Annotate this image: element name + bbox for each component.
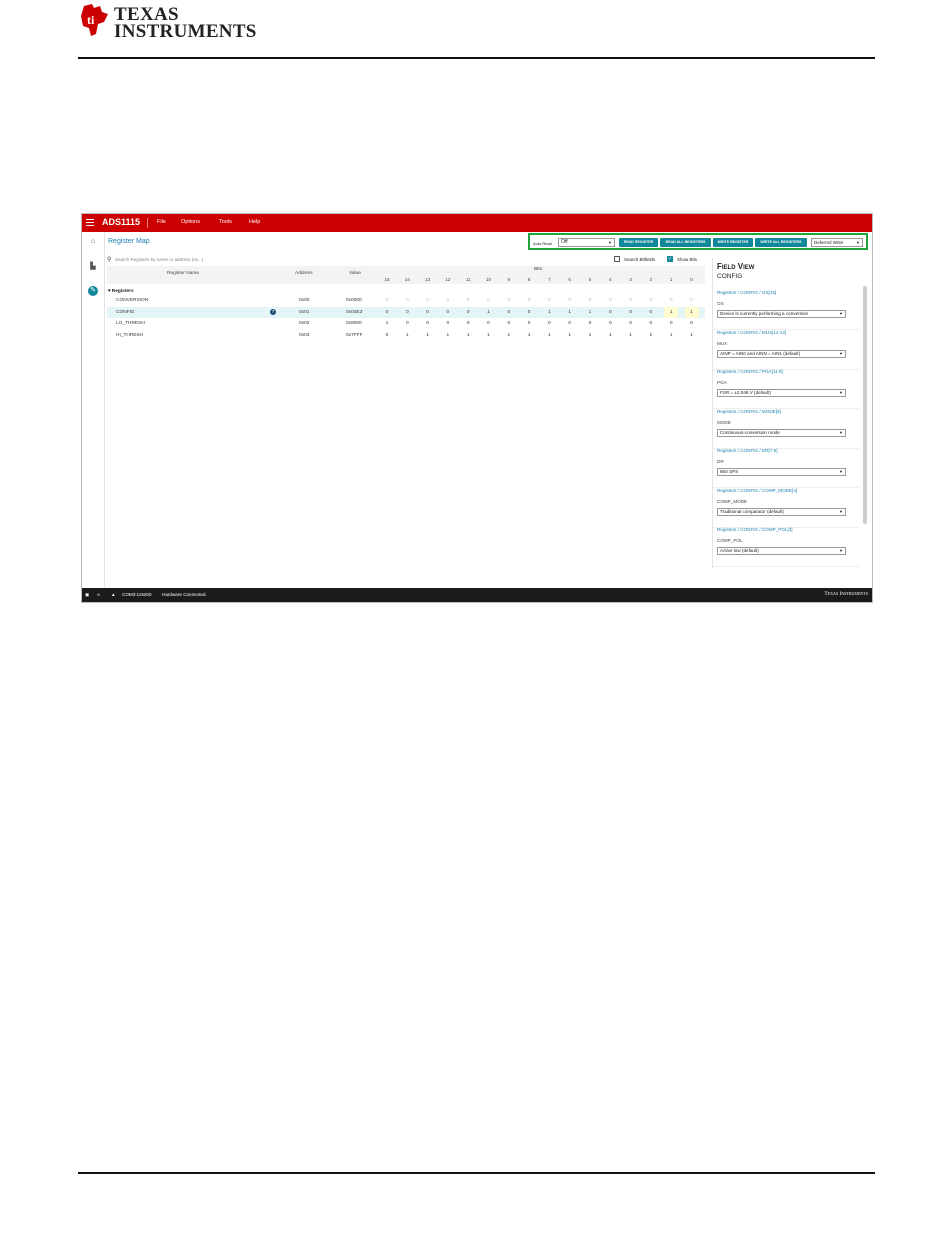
app-topbar — [82, 214, 872, 232]
field-name: COMP_MODE — [717, 498, 748, 504]
ti-logo — [78, 2, 257, 42]
bit-number: 2 — [649, 277, 653, 282]
bit-cell[interactable]: 1 — [466, 332, 470, 338]
register-name: CONVERSION — [116, 298, 149, 303]
bit-cell[interactable]: 1 — [649, 332, 653, 338]
read-register-button[interactable]: READ REGISTER — [619, 238, 658, 247]
field-entry — [713, 447, 859, 488]
field-entry — [713, 329, 859, 370]
bit-cell[interactable]: 0 — [446, 309, 450, 315]
bit-number: 7 — [548, 277, 551, 282]
home-icon[interactable]: ⌂ — [90, 238, 96, 245]
register-address: 0x00 — [299, 298, 310, 303]
register-name: CONFIG — [116, 309, 135, 315]
bit-cell[interactable]: 0 — [426, 321, 429, 326]
col-register-name: Register Name — [167, 271, 199, 276]
chevron-down-icon: ▼ — [839, 548, 843, 553]
field-entry — [713, 408, 859, 449]
bit-cell[interactable]: 0 — [466, 298, 470, 303]
field-view-scrollbar[interactable] — [863, 286, 867, 524]
bit-number: 8 — [527, 277, 531, 282]
bit-cell[interactable]: 1 — [507, 332, 511, 338]
field-path[interactable]: Registers / CONFIG / DR[7:5] — [717, 448, 778, 453]
bit-cell[interactable]: 1 — [487, 309, 490, 315]
bit-number: 14 — [404, 277, 410, 282]
bit-cell[interactable]: 0 — [527, 309, 531, 315]
bit-cell[interactable]: 0 — [629, 321, 632, 326]
field-name: COMP_POL — [717, 538, 743, 543]
table-row[interactable] — [107, 318, 705, 329]
field-value-select[interactable] — [717, 350, 846, 358]
field-view-register: CONFIG — [717, 273, 743, 280]
bit-cell[interactable]: 1 — [405, 332, 409, 338]
field-value-select[interactable] — [717, 389, 846, 397]
field-name: MODE — [717, 419, 731, 425]
bit-cell[interactable]: 0 — [629, 309, 632, 315]
auto-read-label: Auto Read — [533, 241, 552, 246]
register-value[interactable]: 0x0000 — [346, 298, 362, 303]
bit-number: 13 — [425, 277, 431, 282]
auto-read-select[interactable] — [558, 238, 615, 247]
field-view-panel — [712, 258, 871, 568]
bit-cell[interactable]: 0 — [385, 298, 389, 303]
bit-cell[interactable]: 1 — [527, 332, 531, 338]
bit-cell[interactable]: 0 — [507, 309, 511, 315]
bit-cell[interactable]: 0 — [405, 309, 409, 315]
bit-number: 3 — [629, 277, 632, 282]
bit-cell[interactable]: 0 — [629, 298, 632, 303]
read-all-registers-button[interactable]: READ ALL REGISTERS — [660, 238, 711, 247]
write-register-button[interactable]: WRITE REGISTER — [713, 238, 753, 247]
field-name: PGA — [717, 380, 727, 385]
field-entry — [713, 526, 859, 567]
bit-number: 5 — [588, 277, 592, 282]
auto-read-value: Off — [561, 239, 568, 245]
chevron-down-icon: ▼ — [839, 429, 843, 435]
bit-cell[interactable]: 1 — [664, 307, 678, 318]
show-bits-label: Show Bits — [677, 257, 698, 262]
bit-cell[interactable]: 0 — [690, 321, 693, 326]
bit-cell[interactable]: 1 — [690, 332, 693, 338]
bit-cell[interactable]: 1 — [548, 332, 551, 338]
bit-cell[interactable]: 0 — [527, 298, 531, 303]
field-view-title: Field View — [717, 262, 755, 271]
logo-line1: TEXAS — [114, 4, 179, 25]
left-nav — [82, 232, 105, 587]
bit-cell[interactable]: 0 — [405, 321, 409, 326]
bit-cell[interactable]: 1 — [568, 332, 572, 338]
table-row[interactable] — [107, 330, 705, 341]
field-path[interactable]: Registers / CONFIG / MODE[8] — [717, 408, 781, 414]
search-icon: ⚲ — [107, 257, 112, 263]
ti-state-icon — [78, 2, 112, 38]
chart-icon[interactable]: ▙ — [90, 263, 96, 270]
bit-cell[interactable]: 0 — [649, 309, 653, 315]
bit-cell[interactable]: 0 — [548, 298, 551, 303]
bit-cell[interactable]: 0 — [426, 298, 429, 303]
chevron-down-icon: ▼ — [839, 508, 843, 514]
field-entry — [713, 368, 859, 409]
bit-cell[interactable]: 1 — [548, 309, 551, 315]
register-name: LO_THRESH — [116, 321, 145, 326]
field-path[interactable]: Registers / CONFIG / COMP_POL[3] — [717, 527, 793, 532]
register-value[interactable]: 0x7FFF — [346, 332, 363, 338]
ti-wordmark — [114, 6, 257, 40]
bit-cell[interactable]: 0 — [446, 321, 450, 326]
bit-number: 10 — [485, 277, 491, 282]
bit-cell[interactable]: 0 — [466, 321, 470, 326]
register-address: 0x01 — [299, 309, 310, 315]
bit-cell[interactable]: 0 — [568, 298, 572, 303]
bit-cell[interactable]: 0 — [608, 298, 612, 303]
caret-up-icon[interactable]: ▲ — [111, 592, 116, 597]
bit-cell[interactable]: 1 — [685, 307, 699, 318]
menu-options[interactable]: Options — [181, 219, 200, 225]
tree-label: Registers — [111, 289, 134, 294]
header-rule — [78, 57, 875, 59]
bit-cell[interactable]: 1 — [446, 332, 450, 338]
bit-cell[interactable]: 1 — [669, 332, 673, 338]
col-address: Address — [295, 271, 313, 276]
field-value-select[interactable] — [717, 310, 846, 318]
field-path[interactable]: Registers / CONFIG / OS[15] — [717, 290, 777, 295]
bit-number: 6 — [568, 277, 571, 282]
table-row[interactable] — [107, 307, 705, 318]
search-bitfields-label: Search Bitfields — [624, 257, 656, 262]
bit-cell[interactable]: 1 — [629, 332, 632, 338]
bit-cell[interactable]: 0 — [426, 309, 429, 315]
bit-cell[interactable]: 0 — [487, 321, 490, 326]
register-value[interactable]: 0x04E3 — [346, 309, 363, 315]
bit-cell[interactable]: 1 — [588, 332, 592, 338]
field-value-select[interactable] — [717, 429, 846, 437]
bit-cell[interactable]: 1 — [426, 332, 429, 338]
bit-cell[interactable]: 0 — [507, 298, 511, 303]
menu-tools[interactable]: Tools — [219, 219, 232, 225]
field-value-select[interactable] — [717, 547, 846, 555]
bit-cell[interactable]: 0 — [507, 321, 511, 326]
table-row[interactable] — [107, 295, 705, 306]
bit-cell[interactable]: 0 — [446, 298, 450, 303]
chevron-down-icon: ▼ — [839, 350, 843, 356]
svg-text:ti: ti — [87, 13, 95, 27]
footer-rule — [78, 1172, 875, 1174]
chevron-down-icon: ▼ — [839, 390, 843, 395]
bit-cell[interactable]: 0 — [588, 321, 592, 326]
bit-cell[interactable]: 0 — [548, 321, 551, 326]
title-separator — [147, 218, 148, 228]
register-value[interactable]: 0x8000 — [346, 321, 362, 326]
console-icon[interactable]: ▣ — [85, 592, 90, 597]
bit-cell[interactable]: 0 — [608, 321, 612, 326]
bit-number: 12 — [445, 277, 451, 282]
menu-file[interactable]: File — [157, 219, 166, 225]
bit-number: 15 — [384, 277, 390, 282]
hamburger-menu-icon[interactable] — [86, 219, 94, 227]
chevron-down-icon: ▼ — [839, 469, 843, 474]
bit-number: 9 — [507, 277, 511, 282]
bit-cell[interactable]: 0 — [669, 321, 673, 326]
bit-number: 0 — [690, 277, 693, 282]
bit-cell[interactable]: 0 — [568, 321, 572, 326]
logo-line2: INSTRUMENTS — [114, 21, 257, 42]
bit-cell[interactable]: 1 — [608, 332, 612, 338]
search-bitfields-checkbox[interactable] — [614, 256, 620, 262]
col-value: Value — [349, 271, 361, 276]
bit-cell[interactable]: 0 — [690, 298, 693, 303]
bit-cell[interactable]: 0 — [466, 309, 470, 315]
com-port: COM3:115200 — [122, 592, 152, 597]
write-mode-value: Deferred Write — [814, 240, 844, 245]
field-value: AINP = AIN0 and AINN = AIN1 (default) — [720, 350, 801, 356]
connection-status: Hardware Connected. — [162, 592, 207, 597]
field-entry — [713, 487, 859, 528]
show-bits-checkbox[interactable]: ✓ — [668, 256, 673, 262]
field-name: MUX — [717, 340, 728, 346]
bit-cell[interactable]: 0 — [669, 298, 673, 303]
bit-number: 4 — [609, 277, 612, 282]
gui-screenshot — [81, 213, 873, 603]
write-mode-select[interactable] — [811, 238, 863, 247]
register-map-title: Register Map — [108, 238, 150, 245]
field-value-select[interactable] — [717, 508, 846, 516]
register-name: HI_THRESH — [116, 332, 144, 338]
register-address: 0x03 — [299, 332, 310, 338]
bit-cell[interactable]: 1 — [487, 332, 490, 338]
field-value: Device is currently performing a conversion — [720, 311, 809, 316]
field-name: OS — [717, 301, 724, 306]
field-name: DR — [717, 459, 724, 464]
status-bar — [82, 588, 872, 602]
field-value-select[interactable] — [717, 468, 846, 476]
bit-cell[interactable]: 0 — [527, 321, 531, 326]
bit-cell[interactable]: 0 — [649, 321, 653, 326]
bit-cell[interactable]: 1 — [568, 309, 572, 315]
menu-help[interactable]: Help — [249, 219, 261, 225]
register-map-icon[interactable]: ✎ — [88, 286, 98, 296]
col-bits: Bits — [534, 267, 542, 272]
chevron-down-icon: ▼ — [856, 240, 860, 245]
bit-cell[interactable]: 0 — [385, 309, 389, 315]
status-brand: Texas Instruments — [824, 591, 868, 597]
bit-cell[interactable]: 1 — [588, 309, 592, 315]
field-value: 860 SPS — [720, 469, 739, 474]
search-input[interactable]: Search Registers by name or address (0x...) — [115, 257, 204, 262]
help-icon[interactable]: ? — [271, 308, 275, 314]
link-icon[interactable]: ∞ — [97, 592, 101, 597]
bit-cell[interactable]: 0 — [588, 298, 592, 303]
bit-cell[interactable]: 0 — [405, 298, 409, 303]
field-value: Traditional comparator (default) — [720, 508, 784, 514]
field-value: FSR = ±2.048 V (default) — [720, 390, 771, 395]
bit-number: 11 — [465, 277, 471, 282]
app-title: ADS1115 — [102, 217, 141, 227]
field-path[interactable]: Registers / CONFIG / MUX[14:12] — [717, 329, 787, 335]
field-path[interactable]: Registers / CONFIG / PGA[11:9] — [717, 369, 783, 374]
field-value: Continuous-conversion mode — [720, 429, 780, 435]
bit-number: 1 — [669, 277, 673, 282]
registers-tree-toggle[interactable]: ▾ Registers — [108, 289, 134, 294]
bit-cell[interactable]: 0 — [487, 298, 490, 303]
field-value: Active low (default) — [720, 548, 759, 553]
chevron-down-icon: ▼ — [839, 311, 843, 316]
bit-cell[interactable]: 1 — [385, 321, 389, 326]
register-address: 0x02 — [299, 321, 310, 326]
bit-cell[interactable]: 0 — [608, 309, 612, 315]
field-path[interactable]: Registers / CONFIG / COMP_MODE[4] — [717, 487, 798, 493]
field-entry — [713, 289, 859, 330]
write-all-registers-button[interactable]: WRITE ALL REGISTERS — [755, 238, 807, 247]
bit-cell[interactable]: 0 — [385, 332, 389, 338]
chevron-down-icon: ▼ — [608, 240, 612, 245]
bit-cell[interactable]: 0 — [649, 298, 653, 303]
